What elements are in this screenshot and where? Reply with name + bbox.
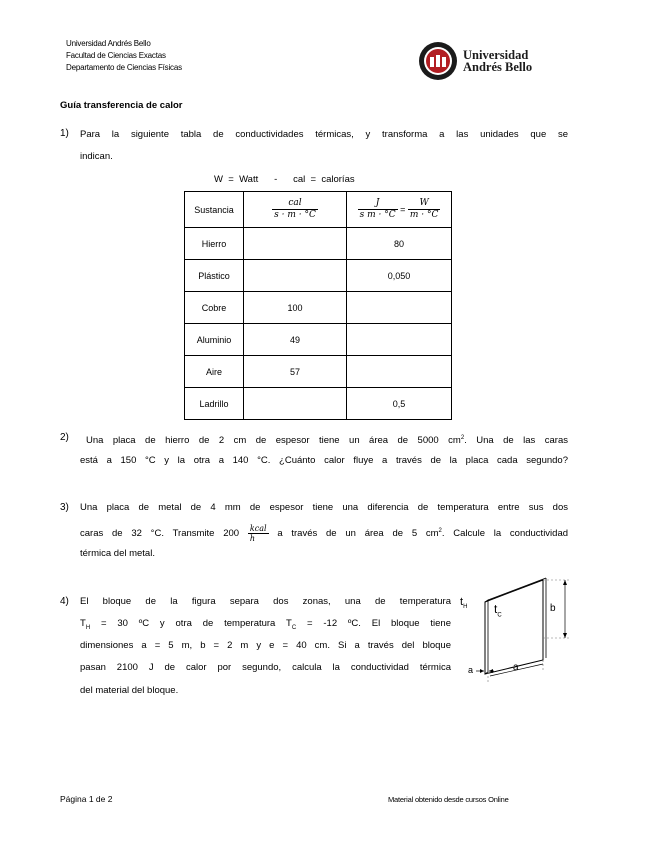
q3-text-line-2 [80, 520, 568, 545]
cell-substance: Ladrillo [185, 388, 244, 420]
figure-tc: t [494, 602, 498, 616]
table-row [185, 228, 452, 260]
w-unit-num: W [419, 198, 429, 208]
cell-substance: Cobre [185, 292, 244, 324]
figure-a-width-label: a [513, 662, 519, 673]
q2-text-line-2: está a 150 °C y la otra a 140 °C. ¿Cuánto calor fluye a través de la placa cada segundo? [80, 455, 568, 466]
kcal-den: h [248, 533, 269, 543]
cell-substance: Hierro [185, 228, 244, 260]
kcal-num: kcal [249, 524, 267, 534]
table-row [185, 260, 452, 292]
table-row [185, 356, 452, 388]
q4-text-line-1: El bloque de la figura separa dos zonas, una de temperatura [80, 596, 451, 607]
q2-number: 2) [60, 432, 69, 443]
cal-unit-num: cal [288, 198, 302, 208]
table-row [185, 388, 452, 420]
q2-line-1a: Una placa de hierro de 2 cm de espesor tiene un área de 5000 cm [86, 435, 461, 447]
page-title: Guía transferencia de calor [60, 100, 183, 111]
header-w-unit [347, 192, 452, 228]
q3-number: 3) [60, 502, 69, 513]
q4-line-2b: = 30 ºC y otra de temperatura T [90, 618, 292, 629]
q3-text-line-3: térmica del metal. [80, 548, 155, 559]
footer-source: Material obtenido desde cursos Online [388, 795, 509, 804]
kcal-per-h-fraction [248, 524, 269, 543]
q2-text-line-1 [86, 427, 568, 452]
table-header-row [185, 192, 452, 228]
table-row [185, 324, 452, 356]
cell-w: 80 [347, 228, 452, 260]
q4-text-line-5: del material del bloque. [80, 685, 179, 696]
logo-line-1: Universidad [463, 48, 529, 62]
cell-cal: 100 [244, 292, 347, 324]
footer-page-number: Página 1 de 2 [60, 794, 113, 804]
figure-th: t [460, 596, 464, 608]
q3-line-2a: caras de 32 °C. Transmite 200 [80, 528, 240, 540]
conductivity-table [184, 191, 452, 420]
cell-cal: 57 [244, 356, 347, 388]
header-cal-unit [244, 192, 347, 228]
q4-text-line-3: dimensiones a = 5 m, b = 2 m y e = 40 cm. Si a través del bloque [80, 640, 451, 651]
figure-b-label: b [550, 603, 556, 614]
figure-tc-label [494, 602, 502, 618]
w-unit-den: m · °C [409, 210, 439, 220]
cell-substance: Aluminio [185, 324, 244, 356]
unit-equals: = [400, 204, 406, 215]
block-figure [458, 574, 578, 682]
cell-w [347, 356, 452, 388]
logo-wordmark [463, 49, 532, 73]
q4-line-2c: = -12 ºC. El bloque tiene [296, 618, 451, 629]
q3-sup: 2 [438, 528, 442, 534]
q4-th-sub: H [85, 624, 91, 631]
cell-cal: 49 [244, 324, 347, 356]
figure-th-label [460, 596, 467, 610]
cell-w [347, 292, 452, 324]
cal-unit-fraction [272, 198, 318, 221]
q3-line-2c: . Calcule la conductividad [441, 528, 569, 540]
header-faculty: Facultad de Ciencias Exactas [66, 51, 166, 60]
cal-unit-den: s · m · °C [274, 210, 316, 220]
q1-unit-legend: W = Watt - cal = calorías [214, 174, 355, 185]
q4-text-line-4: pasan 2100 J de calor por segundo, calcula la conductividad térmica [80, 662, 451, 673]
cell-w [347, 324, 452, 356]
header-university: Universidad Andrés Bello [66, 39, 151, 48]
q3-text-line-1: Una placa de metal de 4 mm de espesor tiene una diferencia de temperatura entre sus dos [80, 502, 568, 513]
j-unit-fraction [358, 198, 398, 221]
q2-line-1b: . Una de las caras [464, 435, 568, 447]
q4-th-symbol: T [80, 618, 86, 629]
cell-w: 0,5 [347, 388, 452, 420]
table-row [185, 292, 452, 324]
logo-line-2: Andrés Bello [463, 60, 533, 74]
w-unit-fraction [408, 198, 441, 221]
cell-cal [244, 388, 347, 420]
cell-cal [244, 228, 347, 260]
cell-cal [244, 260, 347, 292]
seal-icon [418, 41, 458, 81]
figure-th-sub: H [463, 604, 468, 611]
q4-number: 4) [60, 596, 69, 607]
q3-line-2b: a través de un área de 5 cm [277, 528, 439, 540]
j-unit-den: s m · °C [359, 210, 396, 220]
q4-tc-sub: C [291, 624, 297, 631]
header-substance: Sustancia [185, 192, 244, 228]
j-unit-num: J [375, 198, 380, 208]
q1-text-line-1: Para la siguiente tabla de conductividades térmicas, y transforma a las unidades que se [80, 129, 568, 140]
header-department: Departamento de Ciencias Físicas [66, 63, 182, 72]
university-logo [418, 38, 548, 84]
cell-w: 0,050 [347, 260, 452, 292]
cell-substance: Aire [185, 356, 244, 388]
cell-substance: Plástico [185, 260, 244, 292]
q1-number: 1) [60, 128, 69, 139]
institution-header [66, 38, 182, 74]
q1-text-line-2: indican. [80, 151, 113, 162]
figure-tc-sub: C [497, 612, 502, 619]
figure-a-thickness-label: a [468, 665, 474, 675]
q2-sup: 2 [460, 435, 465, 441]
